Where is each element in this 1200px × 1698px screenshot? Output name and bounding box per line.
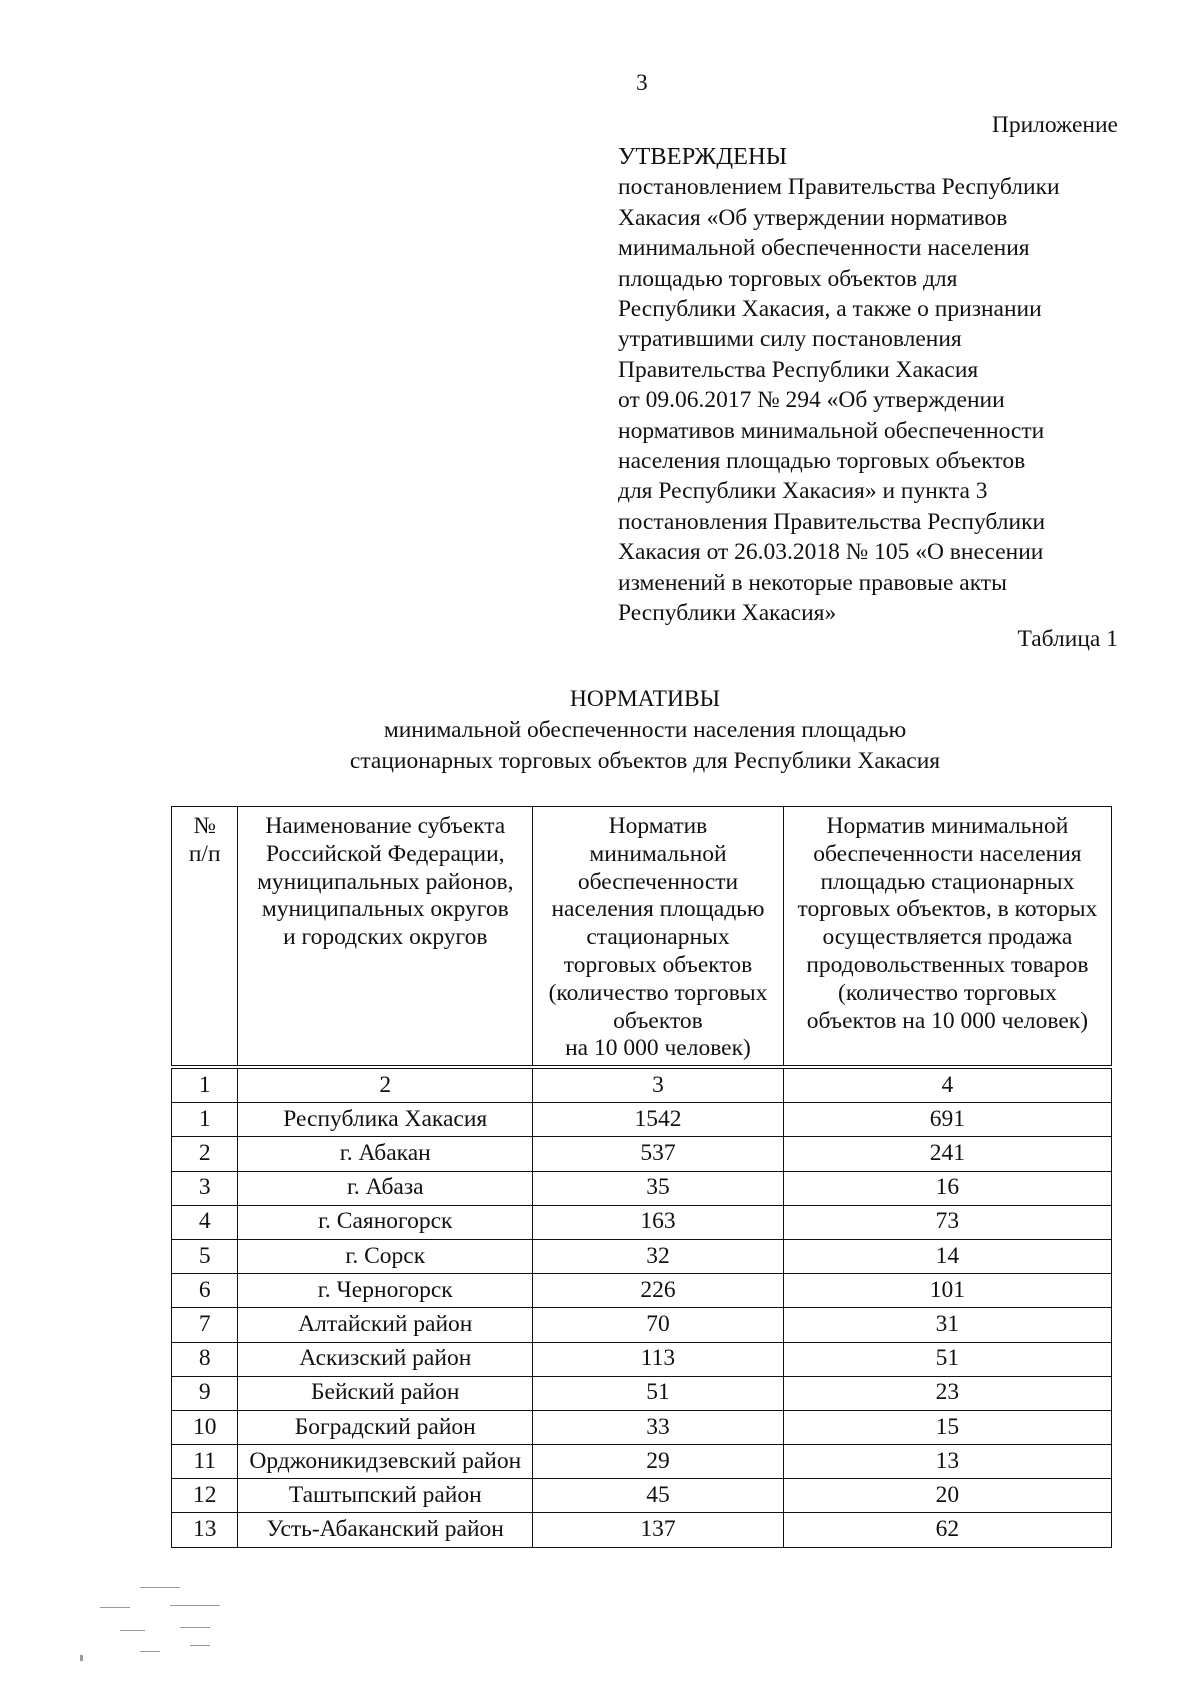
header-line: муниципальных округов bbox=[261, 896, 509, 923]
row-number: 3 bbox=[172, 1171, 238, 1205]
column-header-1 bbox=[172, 807, 238, 1068]
row-number: 13 bbox=[172, 1513, 238, 1547]
header-line: Наименование субъекта bbox=[265, 813, 506, 839]
total-norm: 35 bbox=[533, 1171, 784, 1205]
approval-text-line: от 09.06.2017 № 294 «Об утверждении bbox=[618, 387, 1005, 414]
total-norm: 33 bbox=[533, 1410, 784, 1444]
title-main: НОРМАТИВЫ bbox=[569, 686, 721, 712]
region-name: Орджоникидзевский район bbox=[238, 1445, 533, 1479]
column-number: 1 bbox=[172, 1067, 238, 1103]
food-norm: 101 bbox=[783, 1274, 1111, 1308]
appendix-label: Приложение bbox=[991, 112, 1118, 138]
header-line: объектов на 10 000 человек) bbox=[806, 1007, 1089, 1034]
table-row bbox=[172, 1342, 1112, 1376]
approval-text-line: Хакасия «Об утверждении нормативов bbox=[618, 204, 1008, 231]
approval-text-line: Республики Хакасия, а также о признании bbox=[618, 296, 1042, 323]
food-norm: 14 bbox=[783, 1239, 1111, 1273]
total-norm: 163 bbox=[533, 1205, 784, 1239]
total-norm: 537 bbox=[533, 1137, 784, 1171]
table-row bbox=[172, 1239, 1112, 1273]
table-row bbox=[172, 1513, 1112, 1547]
region-name: г. Абаза bbox=[238, 1171, 533, 1205]
total-norm: 226 bbox=[533, 1274, 784, 1308]
food-norm: 241 bbox=[783, 1137, 1111, 1171]
column-number-row bbox=[172, 1067, 1112, 1103]
region-name: г. Абакан bbox=[238, 1137, 533, 1171]
table-row bbox=[172, 1376, 1112, 1410]
approval-text-line: постановлением Правительства Республики bbox=[618, 174, 1060, 201]
approved-heading: УТВЕРЖДЕНЫ bbox=[618, 143, 788, 170]
food-norm: 23 bbox=[783, 1376, 1111, 1410]
region-name: Таштыпский район bbox=[238, 1479, 533, 1513]
table-row bbox=[172, 1205, 1112, 1239]
table-row bbox=[172, 1103, 1112, 1137]
approval-text-line: Республики Хакасия» bbox=[618, 600, 837, 627]
food-norm: 16 bbox=[783, 1171, 1111, 1205]
row-number: 1 bbox=[172, 1103, 238, 1137]
approval-text-line: минимальной обеспеченности населения bbox=[618, 235, 1030, 262]
header-line: Российской Федерации, bbox=[265, 840, 505, 867]
region-name: г. Сорск bbox=[238, 1239, 533, 1273]
total-norm: 137 bbox=[533, 1513, 784, 1547]
total-norm: 32 bbox=[533, 1239, 784, 1273]
food-norm: 13 bbox=[783, 1445, 1111, 1479]
approval-text-line: Хакасия от 26.03.2018 № 105 «О внесении bbox=[618, 539, 1044, 566]
header-line: торговых объектов bbox=[563, 951, 753, 978]
table-label: Таблица 1 bbox=[1017, 626, 1118, 652]
row-number: 10 bbox=[172, 1410, 238, 1444]
table-row bbox=[172, 1171, 1112, 1205]
header-line: осуществляется продажа bbox=[822, 924, 1073, 951]
header-line: торговых объектов, в которых bbox=[797, 896, 1098, 923]
total-norm: 1542 bbox=[533, 1103, 784, 1137]
header-line: п/п bbox=[188, 840, 221, 867]
header-line: Норматив минимальной bbox=[826, 813, 1069, 839]
column-number: 4 bbox=[783, 1067, 1111, 1103]
column-header-3 bbox=[533, 807, 784, 1068]
table-row bbox=[172, 1274, 1112, 1308]
approval-text-line: изменений в некоторые правовые акты bbox=[618, 569, 1007, 596]
region-name: Алтайский район bbox=[238, 1308, 533, 1342]
food-norm: 15 bbox=[783, 1410, 1111, 1444]
approval-text-line: утратившими силу постановления bbox=[618, 326, 962, 353]
column-number: 2 bbox=[238, 1067, 533, 1103]
header-line: и городских округов bbox=[283, 924, 488, 951]
header-line: № bbox=[193, 813, 216, 839]
table-row bbox=[172, 1137, 1112, 1171]
total-norm: 45 bbox=[533, 1479, 784, 1513]
row-number: 6 bbox=[172, 1274, 238, 1308]
region-name: Бейский район bbox=[238, 1376, 533, 1410]
header-line: населения площадью bbox=[551, 896, 765, 923]
row-number: 2 bbox=[172, 1137, 238, 1171]
total-norm: 113 bbox=[533, 1342, 784, 1376]
header-line: (количество торговых bbox=[838, 979, 1057, 1006]
food-norm: 31 bbox=[783, 1308, 1111, 1342]
food-norm: 20 bbox=[783, 1479, 1111, 1513]
region-name: г. Саяногорск bbox=[238, 1205, 533, 1239]
header-line: обеспеченности населения bbox=[813, 840, 1082, 867]
column-number: 3 bbox=[533, 1067, 784, 1103]
table-row bbox=[172, 1445, 1112, 1479]
food-norm: 691 bbox=[783, 1103, 1111, 1137]
header-line: на 10 000 человек) bbox=[565, 1035, 751, 1062]
approval-text-line: Правительства Республики Хакасия bbox=[618, 356, 979, 383]
row-number: 4 bbox=[172, 1205, 238, 1239]
header-line: Норматив bbox=[608, 813, 708, 839]
title-line-2: стационарных торговых объектов для Республики Хакасия bbox=[349, 748, 941, 774]
region-name: Аскизский район bbox=[238, 1342, 533, 1376]
approval-text bbox=[618, 172, 1138, 628]
region-name: Республика Хакасия bbox=[238, 1103, 533, 1137]
header-line: минимальной bbox=[589, 840, 727, 867]
row-number: 8 bbox=[172, 1342, 238, 1376]
norms-table bbox=[171, 806, 1112, 1548]
region-name: Боградский район bbox=[238, 1410, 533, 1444]
region-name: Усть-Абаканский район bbox=[238, 1513, 533, 1547]
table-row bbox=[172, 1410, 1112, 1444]
scan-noise bbox=[80, 1585, 260, 1675]
header-line: (количество торговых bbox=[548, 979, 768, 1006]
table-row bbox=[172, 1479, 1112, 1513]
region-name: г. Черногорск bbox=[238, 1274, 533, 1308]
approval-text-line: площадью торговых объектов для bbox=[618, 265, 958, 292]
row-number: 11 bbox=[172, 1445, 238, 1479]
food-norm: 62 bbox=[783, 1513, 1111, 1547]
approval-text-line: постановления Правительства Республики bbox=[618, 508, 1046, 535]
header-line: продовольственных товаров bbox=[806, 951, 1089, 978]
page-number: 3 bbox=[636, 70, 648, 96]
row-number: 7 bbox=[172, 1308, 238, 1342]
row-number: 5 bbox=[172, 1239, 238, 1273]
header-line: муниципальных районов, bbox=[257, 868, 514, 895]
column-header-4 bbox=[783, 807, 1111, 1068]
total-norm: 29 bbox=[533, 1445, 784, 1479]
approval-block bbox=[618, 142, 1138, 629]
row-number: 12 bbox=[172, 1479, 238, 1513]
total-norm: 70 bbox=[533, 1308, 784, 1342]
header-line: площадью стационарных bbox=[820, 868, 1075, 895]
table-row bbox=[172, 1308, 1112, 1342]
header-line: стационарных bbox=[586, 924, 730, 951]
food-norm: 73 bbox=[783, 1205, 1111, 1239]
food-norm: 51 bbox=[783, 1342, 1111, 1376]
document-title bbox=[0, 684, 1200, 777]
column-header-2 bbox=[238, 807, 533, 1068]
row-number: 9 bbox=[172, 1376, 238, 1410]
header-line: объектов bbox=[613, 1007, 703, 1034]
approval-text-line: нормативов минимальной обеспеченности bbox=[618, 417, 1045, 444]
total-norm: 51 bbox=[533, 1376, 784, 1410]
header-line: обеспеченности bbox=[577, 868, 739, 895]
title-line-1: минимальной обеспеченности населения площадью bbox=[383, 717, 907, 743]
approval-text-line: для Республики Хакасия» и пункта 3 bbox=[618, 478, 988, 505]
approval-text-line: населения площадью торговых объектов bbox=[618, 448, 1026, 475]
